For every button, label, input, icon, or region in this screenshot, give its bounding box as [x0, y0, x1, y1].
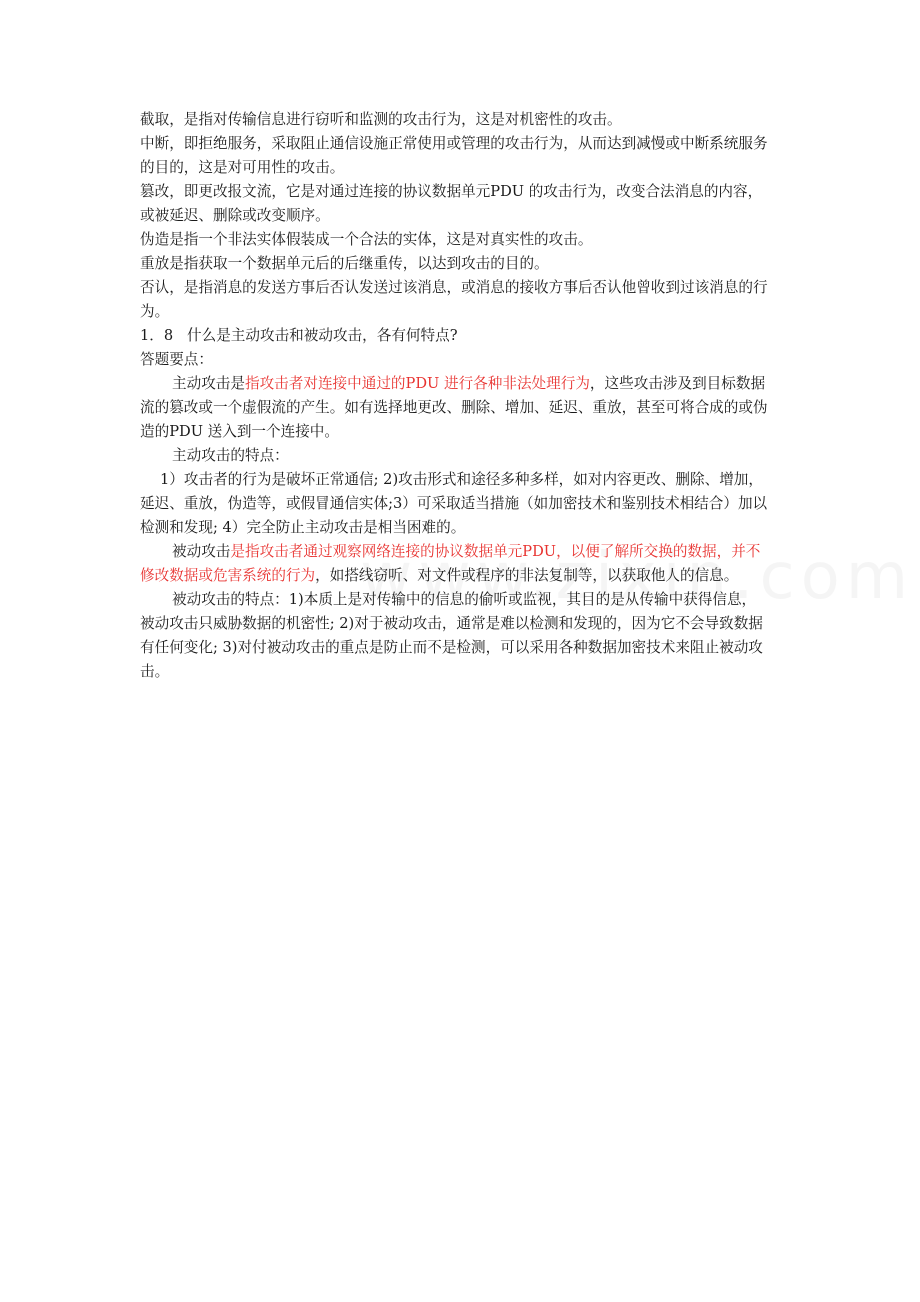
- passive-lead: 被动攻击: [172, 543, 231, 560]
- paragraph-interruption: 中断，即拒绝服务，采取阻止通信设施正常使用或管理的攻击行为，从而达到减慢或中断系统服务的目的，这是对可用性的攻击。: [140, 135, 768, 176]
- active-lead: 主动攻击是: [172, 375, 245, 392]
- active-features: 1）攻击者的行为是破坏正常通信; 2)攻击形式和途径多种多样，如对内容更改、删除、增加，延迟、重放，伪造等，或假冒通信实体;3）可采取适当措施（如加密技术和鉴别技术相结合）加以检测和发现; 4）完全防止主动攻击是相当困难的。: [140, 471, 768, 536]
- active-highlight: 指攻击者对连接中通过的PDU 进行各种非法处理行为: [244, 375, 590, 392]
- question-number: 1．8: [140, 327, 174, 344]
- passive-attack-definition: [140, 540, 770, 588]
- paragraph-fabrication: 伪造是指一个非法实体假装成一个合法的实体，这是对真实性的攻击。: [140, 231, 593, 248]
- answer-label: 答题要点：: [140, 351, 213, 368]
- active-features-title: 主动攻击的特点：: [172, 447, 289, 464]
- paragraph-replay: 重放是指获取一个数据单元后的后继重传，以达到攻击的目的。: [140, 255, 549, 272]
- question-heading: [140, 324, 770, 348]
- question-text: 什么是主动攻击和被动攻击，各有何特点?: [187, 327, 458, 344]
- active-rest: ，这些攻击涉及到目标数据流的篡改或一个虚假流的产生。如有选择地更改、删除、增加、延迟、重放，甚至可将合成的或伪造的PDU 送入到一个连接中。: [140, 375, 768, 440]
- paragraph-repudiation: 否认，是指消息的发送方事后否认发送过该消息，或消息的接收方事后否认他曾收到过该消息的行为。: [140, 279, 768, 320]
- active-attack-definition: [140, 372, 770, 444]
- paragraph-interception: 截取，是指对传输信息进行窃听和监测的攻击行为，这是对机密性的攻击。: [140, 111, 622, 128]
- passive-rest: ，如搭线窃听、对文件或程序的非法复制等，以获取他人的信息。: [315, 567, 739, 584]
- passive-features: 被动攻击的特点：1)本质上是对传输中的信息的偷听或监视，其目的是从传输中获得信息，被动攻击只威胁数据的机密性; 2)对于被动攻击，通常是难以检测和发现的，因为它不会导致数据有任何变化; 3)对付被动攻击的重点是防止而不是检测，可以采用各种数据加密技术来阻止被动攻击。: [140, 591, 763, 680]
- paragraph-modification: 篡改，即更改报文流，它是对通过连接的协议数据单元PDU 的攻击行为，改变合法消息的内容，或被延迟、删除或改变顺序。: [140, 183, 763, 224]
- document-body: [140, 108, 770, 684]
- passive-highlight: 是指攻击者通过观察网络连接的协议数据单元PDU，以便了解所交换的数据，并不修改数据或危害系统的行为: [140, 543, 761, 584]
